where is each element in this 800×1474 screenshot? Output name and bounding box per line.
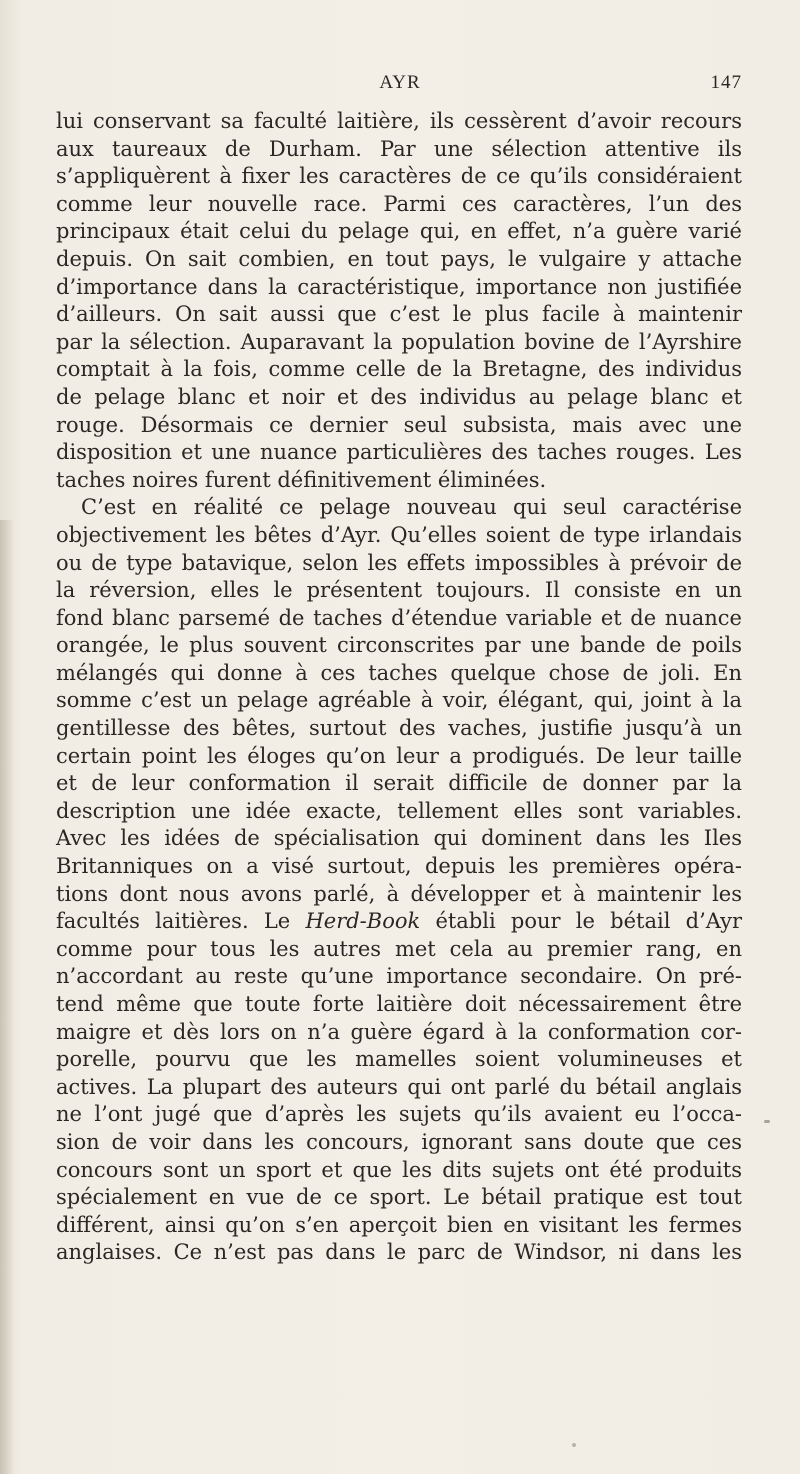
text-line: actives. La plupart des auteurs qui ont parlé du bétail anglais — [56, 1074, 742, 1099]
text-line: tend même que toute forte laitière doit nécessairement être — [56, 992, 742, 1016]
text-line: aux taureaux de Durham. Par une sélection attentive ils — [56, 136, 742, 161]
text-line: différent, ainsi qu’on s’en aperçoit bien en visitant les fermes — [56, 1212, 742, 1237]
ink-speck — [572, 1443, 576, 1447]
text-line: Britanniques on a visé surtout, depuis les premières opéra- — [56, 854, 742, 879]
text-line: comptait à la fois, comme celle de la Bretagne, des individus — [56, 357, 742, 382]
text-line: fond blanc parsemé de taches d’étendue variable et de nuance — [56, 605, 742, 630]
text-line: tions dont nous avons parlé, à développer et à maintenir les — [56, 881, 742, 906]
body-text — [56, 108, 742, 1267]
text-line: maigre et dès lors on n’a guère égard à la conformation cor- — [56, 1019, 742, 1044]
text-line: rouge. Désormais ce dernier seul subsista, mais avec une — [56, 412, 742, 437]
text-line: spécialement en vue de ce sport. Le bétail pratique est tout — [56, 1185, 742, 1210]
text-line: comme pour tous les autres met cela au premier rang, en — [56, 936, 742, 961]
text-line: facultés laitières. Le Herd-Book établi pour le bétail d’Ayr — [56, 909, 743, 934]
text-line: comme leur nouvelle race. Parmi ces caractères, l’un des — [56, 191, 742, 216]
text-line: disposition et une nuance particulières des taches rouges. Les — [56, 440, 742, 465]
text-line: la réversion, elles le présentent toujours. Il consiste en un — [56, 578, 742, 603]
text-line: orangée, le plus souvent circonscrites par une bande de poils — [56, 633, 742, 658]
text-line: principaux était celui du pelage qui, en effet, n’a guère varié — [56, 219, 742, 244]
running-title: AYR — [379, 72, 421, 93]
binding-shadow — [0, 520, 14, 1474]
paragraph-1 — [56, 108, 742, 494]
text-line: ou de type batavique, selon les effets impossibles à prévoir de — [56, 550, 742, 575]
page-header — [0, 72, 800, 98]
text-line: somme c’est un pelage agréable à voir, élégant, qui, joint à la — [56, 688, 742, 713]
text-line: description une idée exacte, tellement elles sont variables. — [56, 798, 742, 823]
italic-title: Herd-Book — [305, 909, 421, 934]
text-line: s’appliquèrent à fixer les caractères de ce qu’ils considéraient — [56, 164, 742, 189]
margin-mark — [764, 1120, 770, 1123]
text-line: d’ailleurs. On sait aussi que c’est le plus facile à maintenir — [56, 302, 742, 327]
text-line: depuis. On sait combien, en tout pays, le vulgaire y attache — [56, 246, 742, 271]
text-line: certain point les éloges qu’on leur a prodigués. De leur taille — [56, 743, 742, 768]
text-line: par la sélection. Auparavant la population bovine de l’Ayrshire — [56, 329, 742, 354]
text-line: de pelage blanc et noir et des individus au pelage blanc et — [56, 384, 742, 409]
text-line: n’accordant au reste qu’une importance secondaire. On pré- — [56, 964, 742, 989]
text-line: concours sont un sport et que les dits sujets ont été produits — [56, 1157, 742, 1182]
text-line: porelle, pourvu que les mamelles soient volumineuses et — [56, 1047, 742, 1072]
text-line: lui conservant sa faculté laitière, ils cessèrent d’avoir recours — [56, 109, 742, 133]
text-line: ne l’ont jugé que d’après les sujets qu’ils avaient eu l’occa- — [56, 1102, 742, 1127]
text-line: C’est en réalité ce pelage nouveau qui seul caractérise — [81, 495, 742, 520]
text-line: anglaises. Ce n’est pas dans le parc de Windsor, ni dans les — [56, 1240, 742, 1265]
text-line: Avec les idées de spécialisation qui dominent dans les Iles — [56, 826, 742, 851]
page-number: 147 — [710, 72, 742, 93]
text-line: mélangés qui donne à ces taches quelque chose de joli. En — [56, 660, 742, 685]
paragraph-2 — [56, 494, 742, 1267]
text-line: d’importance dans la caractéristique, importance non justifiée — [56, 274, 742, 299]
text-line: et de leur conformation il serait difficile de donner par la — [56, 771, 742, 796]
text-line: gentillesse des bêtes, surtout des vaches, justifie jusqu’à un — [56, 716, 742, 741]
text-line: objectivement les bêtes d’Ayr. Qu’elles soient de type irlandais — [56, 522, 742, 547]
text-line: taches noires furent définitivement éliminées. — [56, 467, 547, 492]
text-line: sion de voir dans les concours, ignorant sans doute que ces — [56, 1129, 742, 1154]
